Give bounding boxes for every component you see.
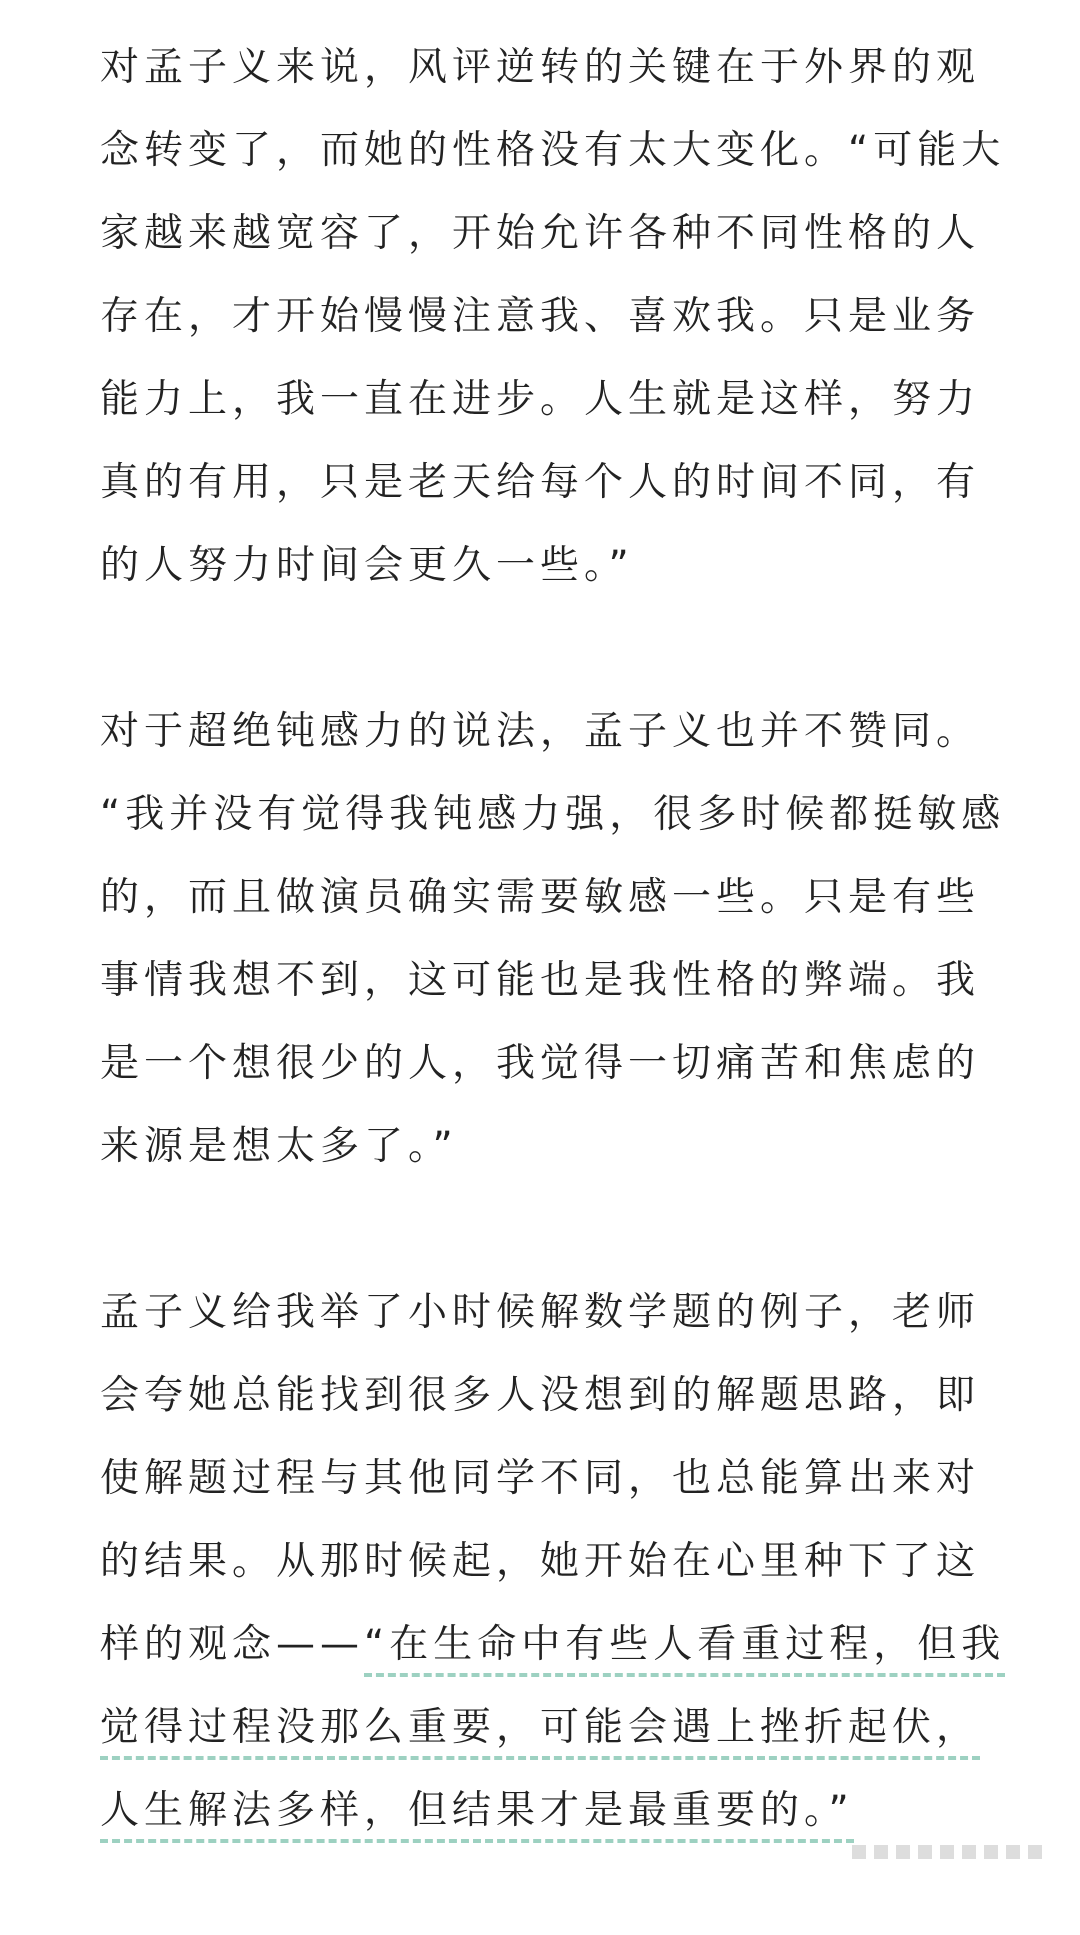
text-line <box>100 1603 1006 1686</box>
text-line <box>100 1686 980 1769</box>
paragraph-1 <box>100 26 1006 607</box>
text-line: 能力上，我一直在进步。人生就是这样，努力 <box>100 377 981 422</box>
text-line: 真的有用，只是老天给每个人的时间不同，有 <box>100 460 981 505</box>
text-line: 孟子义给我举了小时候解数学题的例子，老师 <box>100 1290 981 1335</box>
paragraph-3 <box>100 1271 1006 1852</box>
text-line: 对孟子义来说，风评逆转的关键在于外界的观 <box>100 45 981 90</box>
text-line: 会夸她总能找到很多人没想到的解题思路，即 <box>100 1373 981 1418</box>
text-line: 存在，才开始慢慢注意我、喜欢我。只是业务 <box>100 294 981 339</box>
text-line: 的结果。从那时候起，她开始在心里种下了这 <box>100 1539 981 1584</box>
text-line: 的人努力时间会更久一些。” <box>100 543 634 588</box>
text-segment: 样的观念—— <box>100 1622 365 1667</box>
highlighted-quote: “在生命中有些人看重过程，但我 <box>364 1622 1005 1677</box>
text-line: 事情我想不到，这可能也是我性格的弊端。我 <box>100 958 981 1003</box>
text-line: 的，而且做演员确实需要敏感一些。只是有些 <box>100 875 981 920</box>
text-line: 念转变了，而她的性格没有太大变化。“可能大 <box>100 128 1006 173</box>
text-line: 对于超绝钝感力的说法，孟子义也并不赞同。 <box>100 709 981 754</box>
text-line: 来源是想太多了。” <box>100 1124 458 1169</box>
text-line: 使解题过程与其他同学不同，也总能算出来对 <box>100 1456 981 1501</box>
text-line: “我并没有觉得我钝感力强，很多时候都挺敏感 <box>100 792 1006 837</box>
text-line <box>100 1769 980 1852</box>
paragraph-2 <box>100 690 1006 1188</box>
highlighted-quote: 觉得过程没那么重要，可能会遇上挫折起伏， <box>100 1705 980 1760</box>
highlighted-quote: 人生解法多样，但结果才是最重要的。” <box>100 1788 854 1843</box>
article-body <box>100 26 1006 1935</box>
watermark-icon <box>852 1839 1052 1865</box>
text-line: 是一个想很少的人，我觉得一切痛苦和焦虑的 <box>100 1041 981 1086</box>
text-line: 家越来越宽容了，开始允许各种不同性格的人 <box>100 211 981 256</box>
